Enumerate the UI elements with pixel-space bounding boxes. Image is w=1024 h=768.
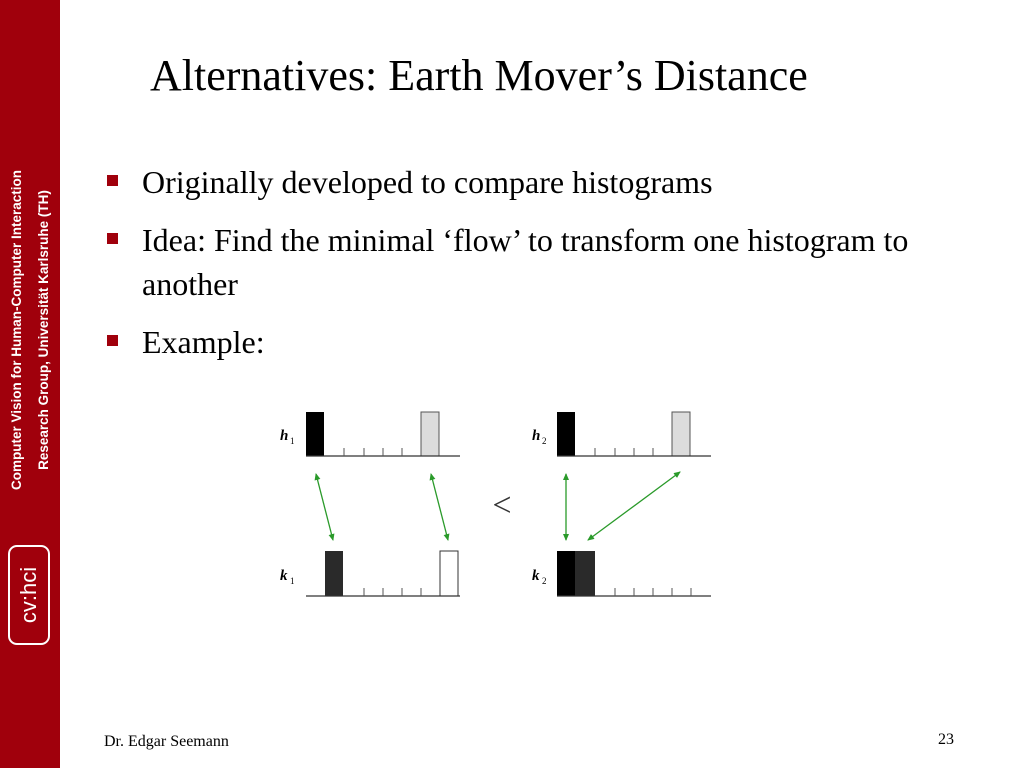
- k1-bin-8: [440, 551, 458, 596]
- bullet-text: Example:: [142, 324, 265, 360]
- square-bullet-icon: [107, 175, 118, 186]
- k2-ticks: [615, 588, 691, 596]
- square-bullet-icon: [107, 233, 118, 244]
- h2-ticks: [595, 448, 653, 456]
- histogram-k1: [280, 551, 460, 596]
- less-than-symbol: <: [492, 487, 512, 524]
- k2-bin-2: [575, 551, 595, 596]
- histogram-h2: [532, 412, 711, 456]
- cvhci-logo: [8, 545, 50, 645]
- flow-arrow-right-2: [588, 472, 680, 540]
- sidebar-line-1: Computer Vision for Human-Computer Interaction: [9, 169, 24, 491]
- slide-title: Alternatives: Earth Mover’s Distance: [150, 51, 808, 100]
- sidebar-band: [0, 0, 60, 768]
- k1-label: k: [280, 568, 288, 584]
- footer-author: Dr. Edgar Seemann: [104, 733, 229, 750]
- k1-ticks: [364, 588, 421, 596]
- k2-bin-1: [557, 551, 575, 596]
- histogram-k2: [532, 551, 711, 596]
- h1-subscript: 1: [290, 436, 295, 446]
- flow-arrow-left-1: [316, 474, 333, 540]
- bullet-item: [104, 160, 964, 204]
- page-number: 23: [938, 731, 954, 748]
- k1-subscript: 1: [290, 576, 295, 586]
- square-bullet-icon: [107, 335, 118, 346]
- sidebar-caption: [3, 170, 57, 490]
- h1-bin-1: [306, 412, 324, 456]
- bullet-text: Originally developed to compare histograms: [142, 164, 713, 200]
- emd-example-figure: [270, 400, 720, 610]
- bullet-item: [104, 218, 964, 306]
- h2-bin-1: [557, 412, 575, 456]
- bullet-list: [104, 160, 964, 378]
- h1-label: h: [280, 428, 289, 444]
- bullet-item: [104, 320, 964, 364]
- bullet-text: Idea: Find the minimal ‘flow’ to transform one histogram to another: [142, 222, 909, 302]
- h1-bin-7: [421, 412, 439, 456]
- k2-subscript: 2: [542, 576, 547, 586]
- histogram-h1: [280, 412, 460, 456]
- h1-ticks: [344, 448, 402, 456]
- h2-label: h: [532, 428, 541, 444]
- flow-arrow-left-2: [431, 474, 448, 540]
- logo-text: cv:hci: [16, 566, 41, 624]
- k2-label: k: [532, 568, 540, 584]
- h2-bin-7: [672, 412, 690, 456]
- h2-subscript: 2: [542, 436, 547, 446]
- sidebar-line-2: Research Group, Universität Karlsruhe (TH): [36, 190, 51, 470]
- k1-bin-2: [325, 551, 343, 596]
